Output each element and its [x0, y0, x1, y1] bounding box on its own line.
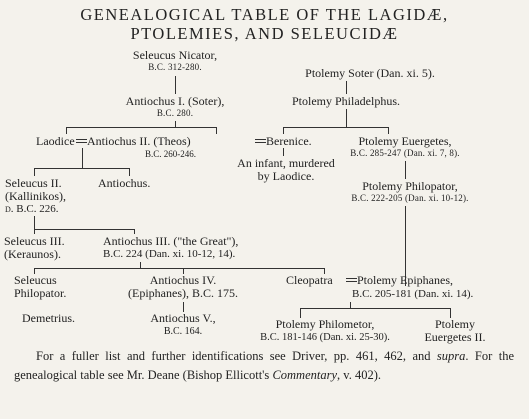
- person-line: B.C. 181-146 (Dan. xi. 25-30).: [260, 332, 390, 343]
- person-antiochus-iii: [103, 235, 238, 261]
- person-line: (Kallinikos),: [5, 189, 66, 203]
- person-antiochus-ii: Antiochus II. (Theos): [87, 134, 191, 148]
- person-ptolemy-philopator: [330, 180, 490, 204]
- person-seleucus-philopator: [14, 274, 66, 300]
- person-line: by Laodice.: [257, 169, 315, 183]
- connector-line: [175, 76, 176, 94]
- person-line: Philopator.: [14, 286, 67, 300]
- marriage-sign: [346, 278, 357, 282]
- connector-line: [283, 148, 284, 156]
- person-line: Antiochus V.,: [150, 311, 216, 325]
- person-line: B.C. 164.: [163, 326, 203, 337]
- person-antiochus: Antiochus.: [98, 176, 151, 190]
- connector-line: [66, 127, 67, 134]
- person-dates: B.C. 285-247 (Dan. xi. 7, 8).: [350, 148, 460, 158]
- person-name: Antiochus I. (Soter),: [125, 94, 225, 108]
- connector-line: [34, 216, 35, 229]
- person-seleucus-iii: [4, 235, 65, 261]
- person-infant: [236, 157, 336, 183]
- connector-line: [216, 127, 217, 134]
- person-seleucus-nicator: [105, 49, 245, 73]
- connector-line: [283, 127, 388, 128]
- connector-line: [66, 127, 216, 128]
- title-line-2: PTOLEMIES, AND SELEUCIDÆ: [130, 24, 399, 43]
- person-name: Seleucus Nicator,: [132, 48, 218, 62]
- person-cleopatra: Cleopatra: [286, 273, 333, 287]
- person-antiochus-iv: [118, 274, 248, 300]
- person-line: B.C. 224 (Dan. xi. 10-12, 14).: [103, 248, 236, 260]
- person-ptolemy-euergetes: [330, 135, 480, 159]
- person-dates: B.C. 280.: [156, 108, 194, 118]
- person-name: Ptolemy Philopator,: [362, 179, 458, 193]
- footnote-emphasis: Commentary: [272, 368, 338, 382]
- person-ptolemy-philometor: [250, 318, 400, 344]
- person-line: Antiochus III. ("the Great"),: [103, 234, 239, 248]
- person-line: (Epiphanes), B.C. 175.: [128, 286, 238, 300]
- marriage-sign: [255, 139, 266, 143]
- connector-line: [34, 268, 324, 269]
- person-line: d. B.C. 226.: [5, 203, 59, 215]
- connector-line: [300, 308, 450, 309]
- connector-line: [346, 109, 347, 127]
- marriage-sign: [76, 139, 87, 143]
- person-ptolemy-philadelphus: Ptolemy Philadelphus.: [292, 94, 400, 108]
- person-line: Seleucus: [14, 273, 57, 287]
- person-line: Seleucus III.: [4, 234, 65, 248]
- person-seleucus-ii: [5, 177, 66, 216]
- person-line: An infant, murdered: [237, 156, 335, 170]
- footnote-text: , v. 402).: [337, 368, 381, 382]
- person-antiochus-i: [100, 95, 250, 119]
- person-dates: B.C. 222-205 (Dan. xi. 10-12).: [351, 193, 469, 203]
- footnote-text: For a fuller list and further identifications see Driver, pp. 461, 462, and: [36, 349, 437, 363]
- person-line: Seleucus II.: [5, 176, 62, 190]
- person-dates: B.C. 260-246.: [145, 149, 197, 159]
- person-line: Ptolemy: [434, 317, 475, 331]
- connector-line: [34, 168, 129, 169]
- person-laodice: Laodice: [36, 134, 75, 148]
- person-ptolemy-soter: Ptolemy Soter (Dan. xi. 5).: [305, 66, 435, 80]
- footnote-emphasis: supra: [436, 349, 466, 363]
- person-demetrius: Demetrius.: [22, 311, 75, 325]
- connector-line: [129, 168, 130, 176]
- footnote-text: . For the genealogical table see Mr. Deane (Bishop Ellicott's: [14, 349, 514, 382]
- connector-line: [283, 127, 284, 134]
- footnote: [14, 347, 514, 385]
- person-dates: B.C. 312-280.: [148, 62, 202, 72]
- person-line: Antiochus IV.: [149, 273, 217, 287]
- person-line: (Keraunos).: [4, 247, 61, 261]
- person-line: Euergetes II.: [424, 330, 486, 344]
- connector-line: [34, 229, 134, 230]
- person-ptolemy-euergetes-ii: [410, 318, 500, 344]
- person-name: Ptolemy Epiphanes,: [357, 273, 453, 287]
- person-antiochus-v: [135, 312, 231, 338]
- title-line-1: GENEALOGICAL TABLE OF THE LAGIDÆ,: [80, 5, 449, 24]
- person-line: Ptolemy Philometor,: [275, 317, 375, 331]
- connector-line: [82, 148, 83, 168]
- connector-line: [405, 161, 406, 179]
- page-title: [0, 5, 529, 43]
- person-berenice: Berenice.: [266, 134, 312, 148]
- connector-line: [388, 127, 389, 134]
- connector-line: [346, 81, 347, 94]
- person-dates: B.C. 205-181 (Dan. xi. 14).: [352, 288, 474, 300]
- connector-line: [34, 168, 35, 176]
- person-name: Ptolemy Euergetes,: [358, 134, 452, 148]
- person-ptolemy-epiphanes: [357, 274, 453, 287]
